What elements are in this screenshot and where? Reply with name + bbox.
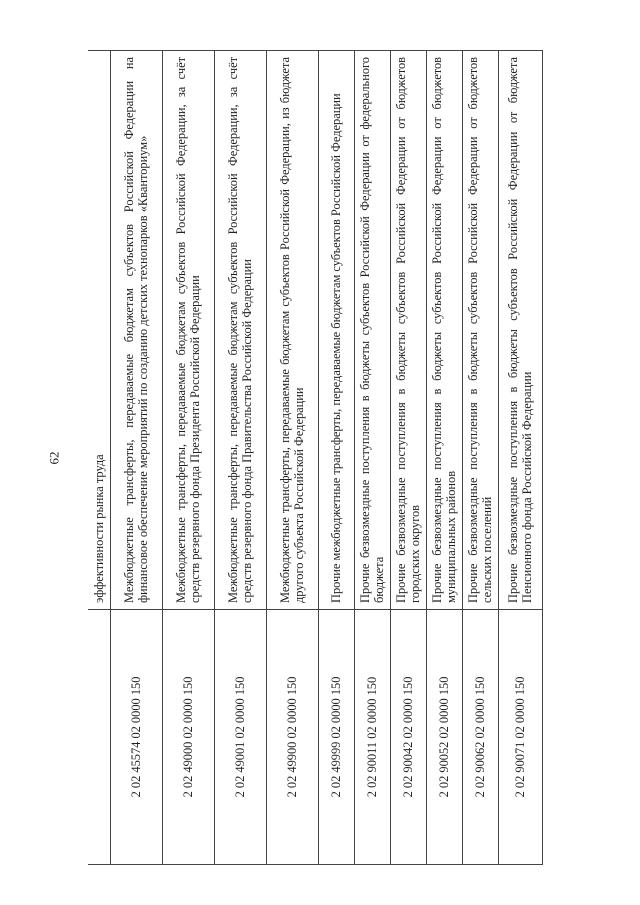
description-cell: Межбюджетные трансферты, передаваемые бюджетам субъектов Российской Федерации, за счёт средств резервного фонда Президента Российской Федерации xyxy=(162,51,214,610)
rotated-page-content xyxy=(88,50,543,865)
budget-code-cell: 2 02 49900 02 0000 150 xyxy=(266,610,318,865)
budget-code-cell: 2 02 90062 02 0000 150 xyxy=(462,610,498,865)
budget-code-cell: 2 02 90052 02 0000 150 xyxy=(426,610,462,865)
budget-code-cell: 2 02 45574 02 0000 150 xyxy=(110,610,162,865)
budget-code-cell: 2 02 90042 02 0000 150 xyxy=(390,610,426,865)
description-cell: Прочие безвозмездные поступления в бюджеты субъектов Российской Федерации от бюджетов муниципальных районов xyxy=(426,51,462,610)
description-cell: Межбюджетные трансферты, передаваемые бюджетам субъектов Российской Федерации, за счёт средств резервного фонда Правительства Российской Федерации xyxy=(214,51,266,610)
description-cell: Межбюджетные трансферты, передаваемые бюджетам субъектов Российской Федерации на финансовое обеспечение мероприятий по созданию детских технопарков «Кванториум» xyxy=(110,51,162,610)
table-row-continuation xyxy=(88,51,110,865)
table-row xyxy=(426,51,462,865)
description-cell: эффективности рынка труда xyxy=(88,51,110,610)
budget-code-cell: 2 02 90011 02 0000 150 xyxy=(354,610,390,865)
description-cell: Прочие безвозмездные поступления в бюджеты субъектов Российской Федерации от бюджетов городских округов xyxy=(390,51,426,610)
table-row xyxy=(390,51,426,865)
budget-code-cell: 2 02 49000 02 0000 150 xyxy=(162,610,214,865)
budget-codes-table-container xyxy=(88,50,543,865)
table-row xyxy=(462,51,498,865)
page-number: 62 xyxy=(46,451,62,465)
table-row xyxy=(354,51,390,865)
table-row xyxy=(498,51,543,865)
table-row xyxy=(214,51,266,865)
table-row xyxy=(266,51,318,865)
budget-code-cell xyxy=(88,610,110,865)
description-cell: Прочие безвозмездные поступления в бюджеты субъектов Российской Федерации от бюджетов сельских поселений xyxy=(462,51,498,610)
description-cell: Прочие безвозмездные поступления в бюджеты субъектов Российской Федерации от федерального бюджета xyxy=(354,51,390,610)
description-cell: Прочие безвозмездные поступления в бюджеты субъектов Российской Федерации от бюджета Пенсионного фонда Российской Федерации xyxy=(498,51,543,610)
table-row xyxy=(162,51,214,865)
description-cell: Межбюджетные трансферты, передаваемые бюджетам субъектов Российской Федерации, из бюджета другого субъекта Российской Федерации xyxy=(266,51,318,610)
budget-code-cell: 2 02 49999 02 0000 150 xyxy=(318,610,354,865)
table-row xyxy=(318,51,354,865)
description-cell: Прочие межбюджетные трансферты, передаваемые бюджетам субъектов Российской Федерации xyxy=(318,51,354,610)
budget-code-cell: 2 02 49001 02 0000 150 xyxy=(214,610,266,865)
budget-code-cell: 2 02 90071 02 0000 150 xyxy=(498,610,543,865)
budget-codes-table xyxy=(88,50,543,865)
table-row xyxy=(110,51,162,865)
